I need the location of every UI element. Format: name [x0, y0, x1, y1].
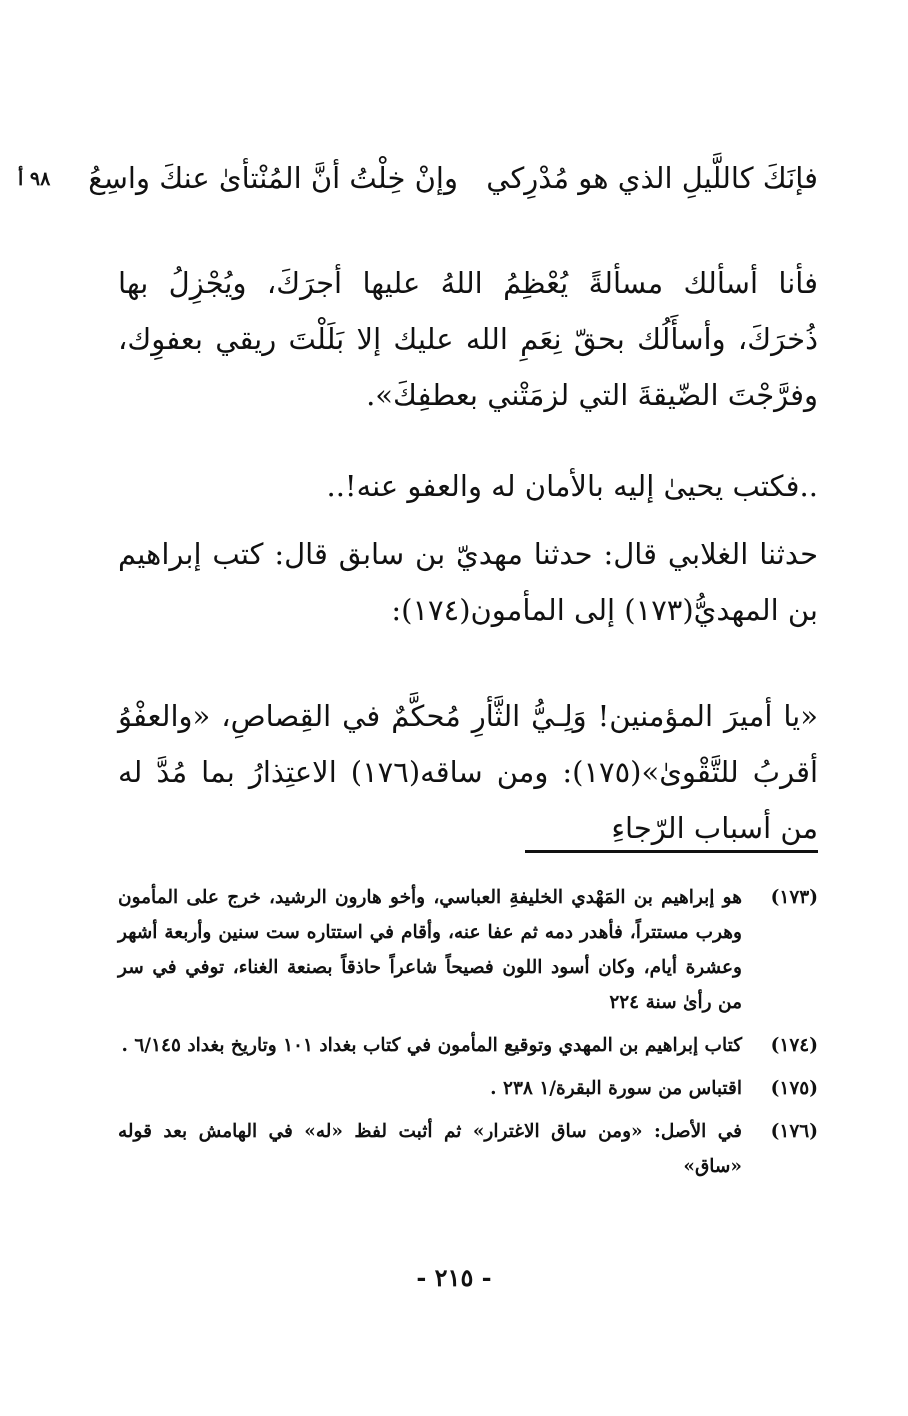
- paragraph-isnad: حدثنا الغلابي قال: حدثنا مهديّ بن سابق قال: كتب إبراهيم بن المهديُّ(١٧٣) إلى المأمون(١٧٤):: [118, 537, 818, 627]
- paragraph-plea: فأنا أسألك مسألةً يُعْظِمُ اللهُ عليها أجرَكَ، ويُجْزِلُ بها ذُخرَكَ، وأسأَلُك بحقّ نِعَمِ الله عليك إلا بَلَلْتَ ريقي بعفوِك، وفرَّجْتَ الضّيقةَ التي لزمَتْني بعطفِكَ».: [118, 266, 818, 412]
- footnote-number: (١٧٥): [770, 1078, 818, 1099]
- verse-left-hemistich: وإنْ خِلْتُ أنَّ المُنْتأىٰ عنكَ واسِعُ: [88, 161, 458, 195]
- footnote-text: اقتباس من سورة البقرة/١ ٢٣٨ .: [490, 1078, 742, 1099]
- footnote-number: (١٧٤): [770, 1035, 818, 1056]
- footnote-text: هو إبراهيم بن المَهْدي الخليفةِ العباسي، وأخو هارون الرشيد، خرج على المأمون وهرب مستتراً، فأهدر دمه ثم عفا عنه، وأقام في استتاره ست سنين وأربعة أشهر وعشرة أيام، وكان أسود اللون فصيحاً شاعراً حاذقاً بصنعة الغناء، توفي في سر من رأىٰ سنة ٢٢٤: [118, 887, 742, 1013]
- footnote-175: [118, 1071, 818, 1106]
- page-number: - ٢١٥ -: [416, 1263, 492, 1292]
- paragraph-letter: «يا أميرَ المؤمنين! وَلِـيُّ الثَّأرِ مُحكَّمٌ في القِصاصِ، «والعفْوُ أقربُ للتَّقْوىٰ»(١٧٥): ومن ساقه(١٧٦) الاعتِذارُ بما مُدَّ له من أسباب الرّجاءِ: [118, 699, 818, 845]
- footnote-divider: [525, 850, 818, 853]
- footnote-number: (١٧٦): [770, 1121, 818, 1142]
- paragraph-reply: ..فكتب يحيىٰ إليه بالأمان له والعفو عنه!..: [326, 469, 818, 503]
- footnotes: [118, 880, 818, 1192]
- footnote-174: [118, 1028, 818, 1063]
- footnote-176: [118, 1114, 818, 1184]
- manuscript-folio-note: ٩٨ أ: [18, 168, 51, 190]
- footnote-text: في الأصل: «ومن ساق الاغترار» ثم أثبت لفظ «له» في الهامش بعد قوله «ساق»: [118, 1121, 742, 1177]
- poetry-verse: [18, 150, 818, 210]
- verse-right-hemistich: فإنَكَ كاللَّيلِ الذي هو مُدْرِكي: [486, 161, 818, 195]
- footnote-text: كتاب إبراهيم بن المهدي وتوقيع المأمون في كتاب بغداد ١٠١ وتاريخ بغداد ٦/١٤٥ .: [121, 1035, 742, 1056]
- footnote-173: [118, 880, 818, 1020]
- footnote-number: (١٧٣): [770, 887, 818, 908]
